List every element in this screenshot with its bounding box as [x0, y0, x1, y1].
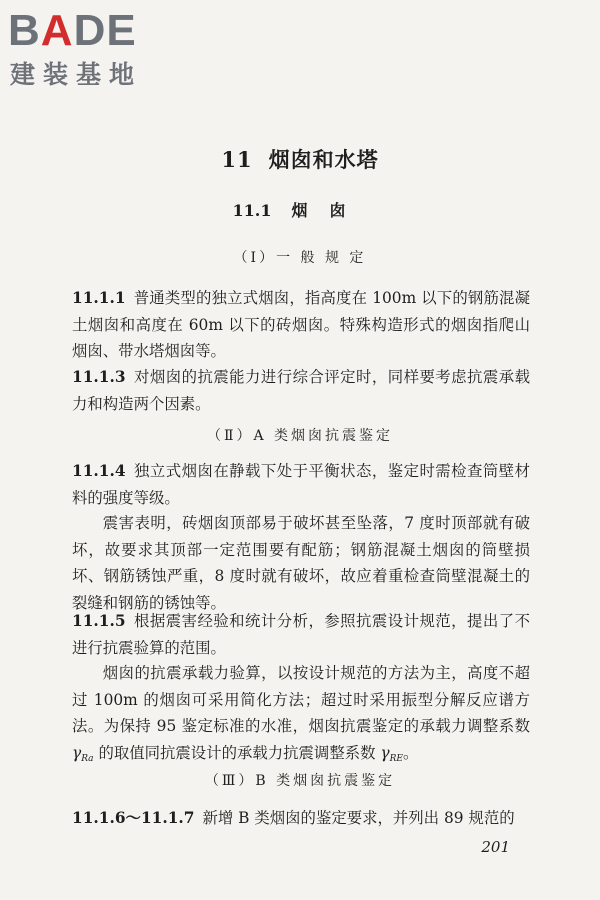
gamma-re-symbol: $\gamma_{RE}$: [380, 743, 403, 764]
paragraph-text-part: 。: [402, 743, 419, 762]
section-number: 11.1: [232, 201, 272, 220]
clause-text: 普通类型的独立式烟囱，指高度在 100m 以下的钢筋混凝土烟囱和高度在 60m 以下的砖烟囱。特殊构造形式的烟囱指爬山烟囱、带水塔烟囱等。: [72, 289, 530, 360]
page-number: 201: [481, 838, 510, 856]
clause-number: 11.1.5: [72, 612, 126, 630]
clause-number: 11.1.6～11.1.7: [72, 809, 195, 827]
bade-logo: [8, 6, 178, 94]
clause-text: 新增 B 类烟囱的鉴定要求，并列出 89 规范的: [202, 809, 515, 827]
clause-text: 对烟囱的抗震能力进行综合评定时，同样要考虑抗震承载力和构造两个因素。: [72, 368, 530, 413]
clause-text: 独立式烟囱在静载下处于平衡状态，鉴定时需检查筒壁材料的强度等级。: [72, 462, 530, 507]
clause-number: 11.1.3: [72, 368, 126, 386]
section-title: [0, 198, 600, 221]
subhead-class-b: （Ⅲ）B 类烟囱抗震鉴定: [204, 773, 396, 789]
clause-number: 11.1.4: [72, 462, 126, 480]
clause-text: 根据震害经验和统计分析，参照抗震设计规范，提出了不进行抗震验算的范围。: [72, 612, 530, 657]
subhead-class-a: （Ⅱ）A 类烟囱抗震鉴定: [206, 428, 394, 444]
clause-11-1-6-7: [72, 805, 530, 832]
paragraph-earthquake-damage: [72, 510, 530, 616]
clause-11-1-1: [72, 285, 530, 365]
chapter-title: [0, 144, 600, 174]
paragraph-seismic-check: [72, 660, 530, 772]
logo-wordmark: BADE: [8, 6, 137, 55]
paragraph-text-part: 的取值同抗震设计的承载力抗震调整系数: [93, 743, 381, 762]
chapter-name: 烟囱和水塔: [268, 147, 379, 172]
clause-number: 11.1.1: [72, 289, 126, 307]
clause-11-1-3: [72, 364, 530, 417]
clause-11-1-4: [72, 458, 530, 511]
logo-subtitle: 建装基地: [10, 60, 143, 89]
paragraph-text: 震害表明，砖烟囱顶部易于破坏甚至坠落，7 度时顶部就有破坏，故要求其顶部一定范围要有配筋；钢筋混凝土烟囱的筒壁损坏、钢筋锈蚀严重，8 度时就有破坏，故应着重检查筒壁混凝土的裂缝和钢筋的锈蚀等。: [72, 514, 530, 612]
chapter-number: 11: [221, 147, 253, 172]
paragraph-text-part: 烟囱的抗震承载力验算，以按设计规范的方法为主，高度不超过 100m 的烟囱可采用简化方法；超过时采用振型分解反应谱方法。为保持 95 鉴定标准的水准，烟囱抗震鉴定的承载力调整系数: [72, 664, 530, 735]
clause-11-1-5: [72, 608, 530, 661]
section-name: 烟囱: [291, 201, 368, 220]
gamma-ra-symbol: $\gamma_{Ra}$: [72, 743, 94, 764]
subhead-general: （Ⅰ）一 般 规 定: [233, 250, 367, 266]
